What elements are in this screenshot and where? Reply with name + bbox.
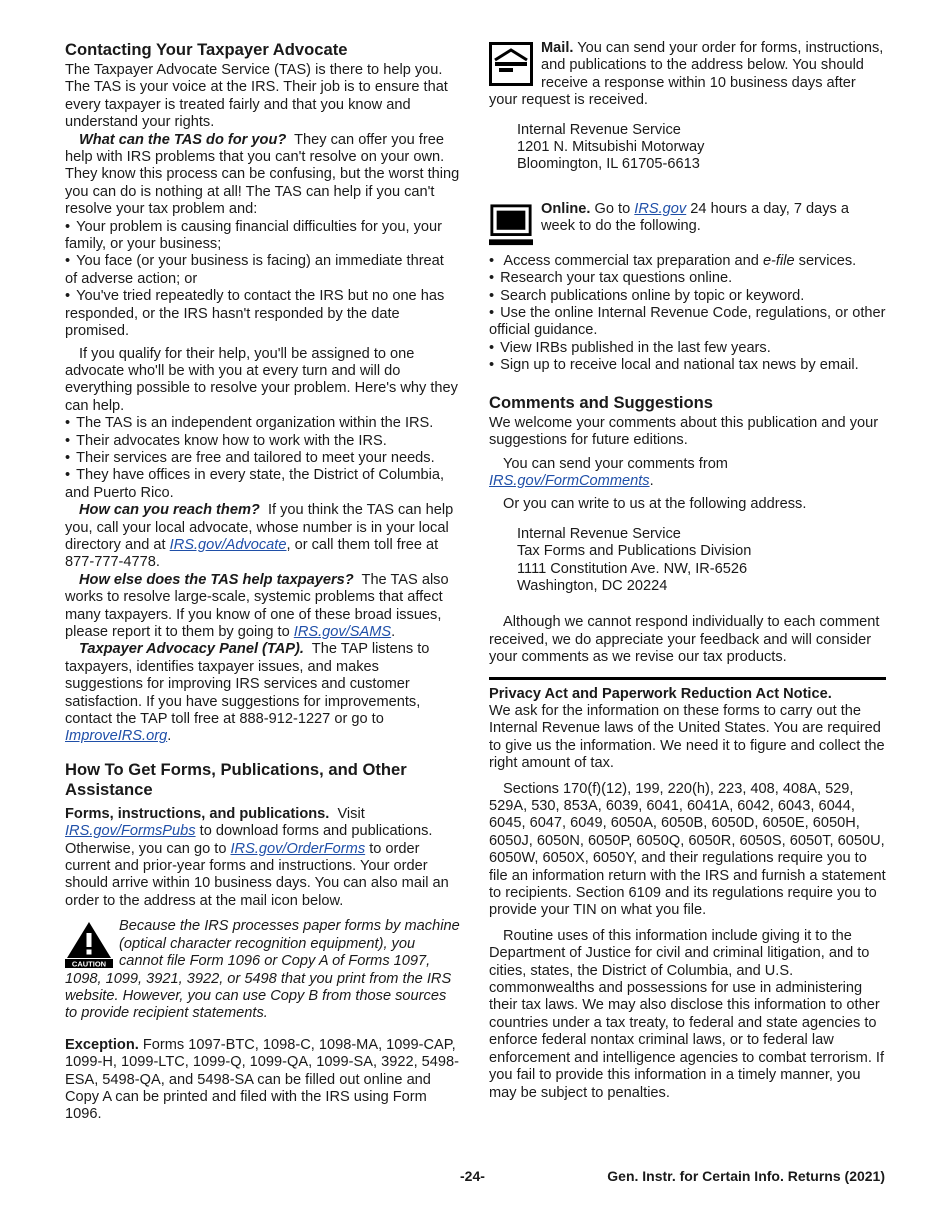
comments-closing: Although we cannot respond individually to each comment received, we do appreciate your feedback and will consider your comments as we revise our tax products. — [489, 614, 880, 666]
bullet-text: services. — [798, 252, 857, 269]
privacy-sections: Sections 170(f)(12), 199, 220(h), 223, 408, 408A, 529, 529A, 530, 853A, 6039, 6041, 6041A, 6042, 6043, 6044, 6045, 6047, 6049, 6050A, 6050B, 6050D, 6050E, 6050H, 6050J, 6050N, 6050P, 6050Q, 6050R, 6050S, 6050T, 6050U, 6050W, 6050X, 6050Y, and their regulations require you to file an information return with the IRS and furnish a statement to recipients. Section 6109 and its regulations require you to provide your TIN on what you file. — [489, 780, 886, 919]
mail-paragraph — [489, 40, 886, 110]
tas-intro: The Taxpayer Advocate Service (TAS) is there to help you. The TAS is your voice at the IRS. Their job is to ensure that every taxpayer is treated fairly and that you know and understand your rights. — [65, 62, 448, 131]
address-line: 1111 Constitution Ave. NW, IR-6526 — [517, 560, 748, 577]
what-label: What can the TAS do for you? — [79, 131, 287, 148]
address-line: Tax Forms and Publications Division — [517, 543, 752, 560]
page-number: -24- — [460, 1168, 485, 1184]
mailbox-icon — [489, 42, 533, 86]
reach-paragraph — [65, 502, 460, 572]
address-line: Internal Revenue Service — [517, 121, 681, 138]
tap-label: Taxpayer Advocacy Panel (TAP). — [79, 641, 304, 658]
exception-paragraph — [65, 1037, 460, 1124]
list-item: • Sign up to receive local and national tax news by email. — [489, 357, 886, 374]
formspubs-link[interactable]: IRS.gov/FormsPubs — [65, 823, 196, 840]
list-item: • You face (or your business is facing) an immediate threat of adverse action; or — [65, 253, 460, 288]
bullet-text: Access commercial tax preparation and — [503, 252, 759, 269]
forms-text-2: to download forms and publications. Otherwise, you can go to — [65, 823, 433, 857]
mail-block — [489, 40, 886, 174]
tas-heading: Contacting Your Taxpayer Advocate — [65, 40, 348, 59]
forms-heading: How To Get Forms, Publications, and Other Assistance — [65, 759, 407, 799]
caution-label: CAUTION — [71, 959, 107, 969]
forms-paragraph — [65, 806, 460, 910]
sams-link[interactable]: IRS.gov/SAMS — [293, 624, 392, 640]
list-item: • View IRBs published in the last few years. — [489, 340, 886, 357]
online-text-2: 24 hours a day, 7 days a week to do the following. — [541, 200, 850, 235]
online-paragraph — [489, 201, 886, 236]
address-line: 1201 N. Mitsubishi Motorway — [517, 139, 705, 156]
reach-text-2: , or call them toll free at 877-777-4778. — [65, 536, 439, 571]
list-item: • Search publications online by topic or keyword. — [489, 288, 886, 305]
comments-intro: We welcome your comments about this publication and your suggestions for future editions. — [489, 414, 879, 449]
computer-icon — [489, 203, 533, 247]
privacy-intro: We ask for the information on these forms to carry out the Internal Revenue laws of the United States. You are required to give us the information. We need it to figure and collect the right amount of tax. — [489, 702, 885, 772]
section-divider — [489, 677, 886, 680]
list-item: • Their advocates know how to work with the IRS. — [65, 433, 460, 450]
exception-label: Exception. — [65, 1036, 139, 1053]
orderforms-link[interactable]: IRS.gov/OrderForms — [230, 840, 366, 857]
exception-text: Forms 1097-BTC, 1098-C, 1098-MA, 1099-CAP, 1099-H, 1099-LTC, 1099-Q, 1099-QA, 1099-SA, 3922, 5498-ESA, 5498-QA, and 5498-SA can be filled out online and Copy A can be printed and filed with the IRS using Form 1096. — [65, 1036, 460, 1123]
left-column — [65, 40, 460, 1124]
advocate-link[interactable]: IRS.gov/Advocate — [169, 536, 287, 553]
reach-label: How can you reach them? — [79, 502, 260, 519]
comments-send-text: You can send your comments from — [503, 455, 728, 472]
irs-gov-link[interactable]: IRS.gov — [634, 200, 687, 217]
list-item: • Your problem is causing financial difficulties for you, your family, or your business; — [65, 219, 460, 254]
comments-address — [517, 526, 886, 596]
right-column — [489, 40, 886, 1102]
else-paragraph: How else does the TAS help taxpayers? The TAS also works to resolve large-scale, systemic problems that affect many taxpayers. If you know of one of these broad issues, please report it to them by going to IRS.gov/SAMS. — [65, 571, 449, 640]
list-item: • Their services are free and tailored to meet your needs. — [65, 450, 460, 467]
caution-block — [65, 918, 460, 1022]
online-text-1: Go to — [594, 200, 631, 217]
efile-text: e-file — [762, 252, 795, 269]
comments-heading: Comments and Suggestions — [489, 392, 714, 412]
privacy-heading: Privacy Act and Paperwork Reduction Act Notice. — [489, 685, 832, 702]
list-item: • Use the online Internal Revenue Code, regulations, or other official guidance. — [489, 305, 886, 340]
list-item: • They have offices in every state, the District of Columbia, and Puerto Rico. — [65, 467, 460, 502]
forms-text-1: Visit — [337, 805, 365, 822]
mail-text: You can send your order for forms, instructions, and publications to the address below. You should receive a response within 10 business days after your request is received. — [489, 40, 884, 109]
address-line: Washington, DC 20224 — [517, 577, 668, 594]
caution-icon — [65, 920, 113, 968]
formcomments-link[interactable]: IRS.gov/FormComments — [489, 472, 650, 489]
tap-text: The TAP listens to taxpayers, identifies taxpayer issues, and makes suggestions for improving IRS services and customer satisfaction. If you have suggestions for improvements, contact the TAP toll free at 888-912-1227 or go to — [65, 641, 430, 728]
tap-paragraph: Taxpayer Advocacy Panel (TAP). The TAP listens to taxpayers, identifies taxpayer issues, and makes suggestions for improving IRS services and customer satisfaction. If you have suggestions for improvements, contact the TAP toll free at 888-912-1227 or go to ImproveIRS.org. — [65, 641, 430, 745]
what-paragraph — [65, 132, 460, 219]
improveirs-link[interactable]: ImproveIRS.org — [65, 728, 168, 745]
address-line: Bloomington, IL 61705-6613 — [517, 156, 700, 173]
privacy-routine: Routine uses of this information include giving it to the Department of Justice for civil and criminal litigation, and to cities, states, the District of Columbia, and U.S. commonwealths and possessions for use in administering their tax laws. We may also disclose this information to other countries under a tax treaty, to federal and state agencies to enforce federal nontax criminal laws, or to federal law enforcement and intelligence agencies to combat terrorism. If you fail to provide this information in a timely manner, you may be subject to penalties. — [489, 927, 885, 1101]
reach-text-1: If you think the TAS can help you, call your local advocate, whose number is in your local directory and at — [65, 502, 454, 553]
footer-title: Gen. Instr. for Certain Info. Returns (2021) — [607, 1168, 885, 1184]
what-text: They can offer you free help with IRS problems that you can't resolve on your own. They know this process can be confusing, but the worst thing you can do is nothing at all! The TAS can help if you can't resolve your tax problem and: — [65, 131, 460, 218]
address-line: Internal Revenue Service — [517, 525, 681, 542]
mail-label: Mail. — [541, 40, 574, 56]
list-item — [489, 253, 886, 270]
comments-send: You can send your comments from IRS.gov/FormComments. — [489, 455, 728, 489]
else-label: How else does the TAS help taxpayers? — [79, 571, 354, 588]
comments-write: Or you can write to us at the following address. — [503, 496, 807, 513]
forms-label: Forms, instructions, and publications. — [65, 805, 330, 822]
forms-text-3: to order current and prior-year forms and instructions. Your order should arrive within 10 business days. You can also mail an order to the address at the mail icon below. — [65, 840, 449, 909]
qualify-text: If you qualify for their help, you'll be assigned to one advocate who'll be with you at every turn and will do everything possible to resolve your problem. Here's why they can help. — [65, 345, 458, 414]
online-block — [489, 201, 886, 375]
caution-text: Because the IRS processes paper forms by machine (optical character recognition equipment), you cannot file Form 1096 or Copy A of Forms 1097, 1098, 1099, 3921, 3922, or 5498 that you print from the IRS website. However, you can use Copy B from those sources to provide recipient statements. — [65, 918, 460, 1022]
list-item: • The TAS is an independent organization within the IRS. — [65, 415, 460, 432]
mail-address — [517, 122, 886, 174]
online-label: Online. — [541, 200, 591, 217]
else-text: The TAS also works to resolve large-scale, systemic problems that affect many taxpayers. If you know of one of these broad issues, please report it to them by going to — [65, 571, 449, 640]
list-item: • You've tried repeatedly to contact the IRS but no one has responded, or the IRS hasn't responded by the date promised. — [65, 288, 460, 340]
list-item: • Research your tax questions online. — [489, 270, 886, 287]
